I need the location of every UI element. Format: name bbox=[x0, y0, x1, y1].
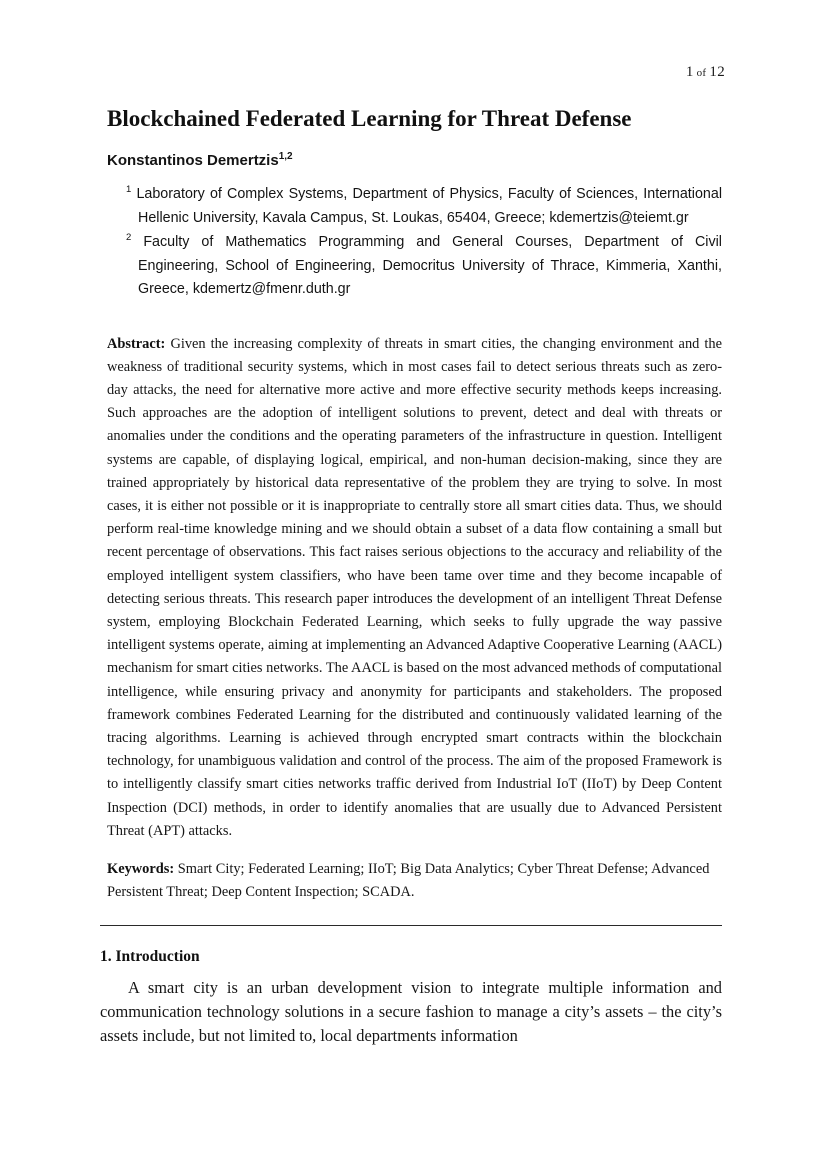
author-name: Konstantinos Demertzis bbox=[107, 152, 279, 169]
author-affiliation-superscript: 1,2 bbox=[278, 151, 293, 162]
author-line bbox=[107, 151, 722, 169]
affiliation-2-text: Faculty of Mathematics Programming and General Courses, Department of Civil Engineering, School of Engineering, Democritus University of Thrace, Kimmeria, Xanthi, Greece, kdemertz@fmenr.duth.gr bbox=[138, 234, 722, 297]
section-divider-rule bbox=[100, 925, 722, 926]
keywords-text: Smart City; Federated Learning; IIoT; Big Data Analytics; Cyber Threat Defense; Advanced Persistent Threat; Deep Content Inspection; SCADA. bbox=[107, 860, 710, 901]
affiliations-block bbox=[126, 183, 722, 302]
abstract-paragraph bbox=[107, 333, 722, 843]
affiliation-1-marker: 1 bbox=[126, 184, 132, 196]
affiliation-1 bbox=[126, 183, 722, 230]
section-heading-introduction: 1. Introduction bbox=[100, 948, 200, 966]
page-number-of-label: of bbox=[696, 67, 707, 79]
abstract-label: Abstract: bbox=[107, 335, 166, 352]
affiliation-1-text: Laboratory of Complex Systems, Department of Physics, Faculty of Sciences, International Hellenic University, Kavala Campus, St. Loukas, 65404, Greece; kdemertzis@teiemt.gr bbox=[136, 186, 722, 226]
introduction-paragraph: A smart city is an urban development vision to integrate multiple information and communication technology solutions in a secure fashion to manage a city’s assets – the city’s assets include, but not limited to, local departments information bbox=[100, 978, 722, 1046]
abstract-text: Given the increasing complexity of threats in smart cities, the changing environment and the weakness of traditional security systems, which in most cases fail to detect serious threats such as zero-day attacks, the need for alternative more active and more effective security methods keeps increasing. Such approaches are the adoption of intelligent solutions to prevent, detect and deal with threats or anomalies under the conditions and the operating parameters of the infrastructure in question. Intelligent systems are capable, of displaying logical, empirical, and non-human decision-making, since they are trained appropriately by historical data representative of the problem they are trying to solve. In most cases, it is either not possible or it is inappropriate to centrally store all smart cities data. Thus, we should perform real-time knowledge mining and we should obtain a subset of a data flow containing a small but recent percentage of observations. This fact raises serious objections to the accuracy and reliability of the employed intelligent system classifiers, who have been tame over time and they become incapable of detecting serious threats. This research paper introduces the development of an intelligent Threat Defense system, employing Blockchain Federated Learning, which seeks to fully upgrade the way passive intelligent systems operate, aiming at implementing an Advanced Adaptive Cooperative Learning (AACL) mechanism for smart cities networks. The AACL is based on the most advanced methods of computational intelligence, while ensuring privacy and anonymity for participants and stakeholders. The proposed framework combines Federated Learning for the distributed and continuously validated learning of the tracing algorithms. Learning is achieved through encrypted smart contracts within the blockchain technology, for unambiguous validation and control of the process. The aim of the proposed Framework is to intelligently classify smart cities networks traffic derived from Industrial IoT (IIoT) by Deep Content Inspection (DCI) methods, in order to identify anomalies that are usually due to Advanced Persistent Threat (APT) attacks. bbox=[107, 335, 722, 839]
page-number-total: 12 bbox=[709, 64, 725, 80]
page-number-current: 1 bbox=[685, 64, 694, 80]
paper-title: Blockchained Federated Learning for Threat Defense bbox=[107, 106, 632, 131]
keywords-label: Keywords: bbox=[107, 860, 175, 877]
affiliation-2 bbox=[126, 231, 722, 302]
keywords-paragraph bbox=[107, 858, 722, 904]
affiliation-2-marker: 2 bbox=[126, 232, 132, 244]
